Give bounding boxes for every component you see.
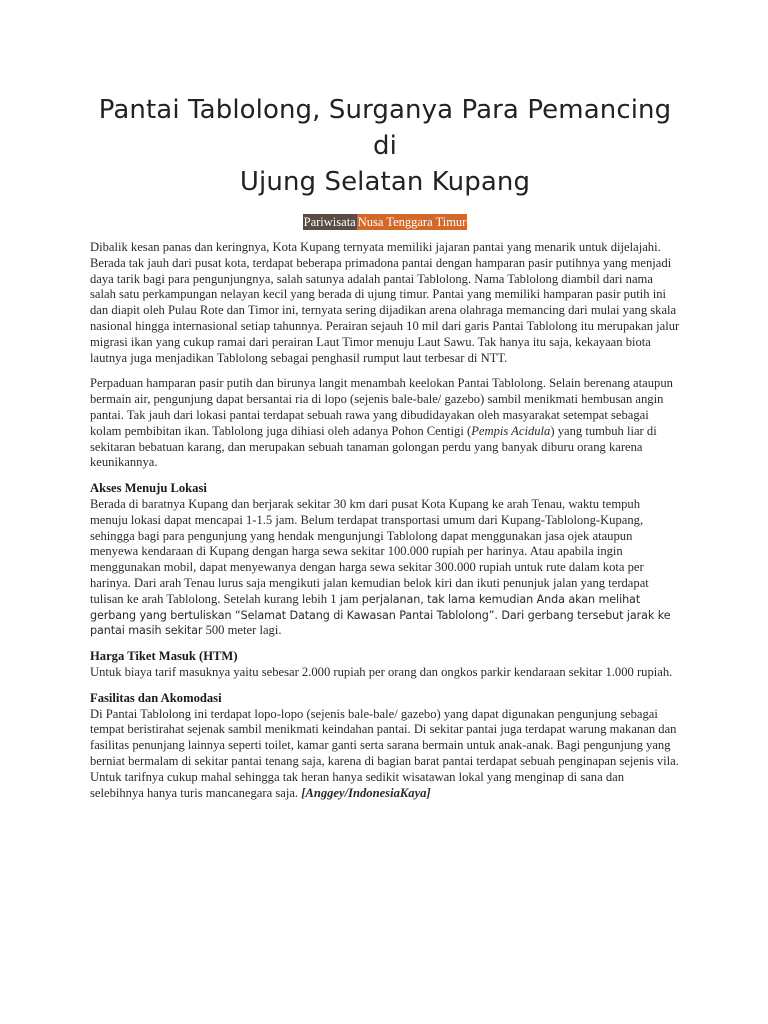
paragraph-ticket: Untuk biaya tarif masuknya yaitu sebesar 2.000 rupiah per orang dan ongkos parkir kendaraan sekitar 1.000 rupiah. [90,664,673,679]
paragraph-scenery [90,376,680,471]
author-credit: [Anggey/IndonesiaKaya] [301,785,431,800]
title-line-2: Ujung Selatan Kupang [239,167,531,197]
article-title [90,92,680,200]
article [90,92,680,811]
paragraph-scenery-text-1: Perpaduan hamparan pasir putih dan birunya langit menambah keelokan Pantai Tablolong. Selain berenang ataupun bermain air, pengunjung dapat bersantai ria di lopo (sejenis bale-bale/ gazebo) sambil menikmati hembusan angin pantai. Tak jauh dari lokasi pantai terdapat sebuah rawa yang dibudidayakan oleh masyarakat setempat sebagai kolam pembibitan ikan. Tablolong juga dihiasi oleh adanya Pohon Centigi ( [90,376,673,438]
paragraph-intro: Dibalik kesan panas dan keringnya, Kota Kupang ternyata memiliki jajaran pantai yang menarik untuk dijelajahi. Berada tak jauh dari pusat kota, terdapat beberapa primadona pantai dengan hamparan pasir putihnya yang menjadi daya tarik bagi para pengunjungnya, salah satunya adalah pantai Tablolong. Nama Tablolong diambil dari nama salah satu perkampungan nelayan kecil yang berada di ujung timur. Pantai yang memiliki hamparan pasir putih ini dan diapit oleh Pulau Rote dan Timor ini, ternyata sering dijadikan arena olahraga memancing dari mulai yang skala nasional hingga internasional setiap tahunnya. Perairan sejauh 10 mil dari garis Pantai Tablolong itu merupakan jalur migrasi ikan yang cukup ramai dari perairan Laut Timor menuju Laut Sawu. Tak hanya itu saja, kekayaan biota lautnya juga menjadikan Tablolong sebagai penghasil rumput laut terbesar di NTT. [90,240,680,365]
paragraph-access [90,497,680,639]
title-line-1: Pantai Tablolong, Surganya Para Pemancing di [98,95,672,161]
paragraph-facilities [90,707,680,802]
paragraph-access-sans-text: perjalanan, tak lama kemudian Anda akan melihat gerbang yang bertuliskan “Selamat Datang di Kawasan Pantai Tablolong”. Dari gerbang tersebut jarak ke pantai masih sekitar [90,592,671,638]
species-name: Pempis Acidula [471,423,551,438]
tag-pariwisata[interactable]: Pariwisata [303,215,356,229]
paragraph-access-end: 500 meter lagi. [202,623,282,638]
paragraph-scenery-text-2: ) yang tumbuh liar di sekitaran bebatuan karang, dan merupakan sebuah tanaman golongan perdu yang banyak diburu orang karena keunikannya. [90,423,657,470]
category-tags [90,214,680,230]
paragraph-access-text: Berada di baratnya Kupang dan berjarak sekitar 30 km dari pusat Kota Kupang ke arah Tenau, waktu tempuh menuju lokasi dapat mencapai 1-1.5 jam. Belum terdapat transportasi umum dari Kupang-Tablolong-Kupang, sehingga bagi para pengunjung yang hendak mengunjungi Tablolong dapat menggunakan jasa ojek ataupun menyewa kendaraan di Kupang dengan harga sewa sekitar 100.000 rupiah per harinya. Atau apabila ingin menggunakan mobil, dapat menyewanya dengan harga sewa sekitar 300.000 rupiah untuk rute dalam kota per harinya. Dari arah Tenau lurus saja mengikuti jalan kemudian belok kiri dan ikuti penunjuk jalan yang terdapat tulisan ke arah Tablolong. Setelah kurang lebih 1 jam [90,496,649,606]
section-heading-facilities: Fasilitas dan Akomodasi [90,690,222,705]
tag-nusa-tenggara-timur[interactable]: Nusa Tenggara Timur [357,215,467,229]
paragraph-facilities-text: Di Pantai Tablolong ini terdapat lopo-lopo (sejenis bale-bale/ gazebo) yang dapat digunakan pengunjung sebagai tempat beristirahat sejenak sambil menikmati keindahan pantai. Di sekitar pantai juga terdapat warung makanan dan fasilitas penunjang lainnya seperti toilet, kamar ganti serta sarana bermain untuk anak-anak. Bagi pengunjung yang berniat bermalam di sekitar pantai tenang saja, karena di bagian barat pantai terdapat sebuah penginapan sejenis vila. Untuk tarifnya cukup mahal sehingga tak heran hanya sedikit wisatawan lokal yang menginap di sana dan selebihnya hanya turis mancanegara saja. [90,706,679,800]
article-body [90,240,680,801]
section-heading-access: Akses Menuju Lokasi [90,481,207,496]
section-heading-ticket: Harga Tiket Masuk (HTM) [90,649,238,664]
